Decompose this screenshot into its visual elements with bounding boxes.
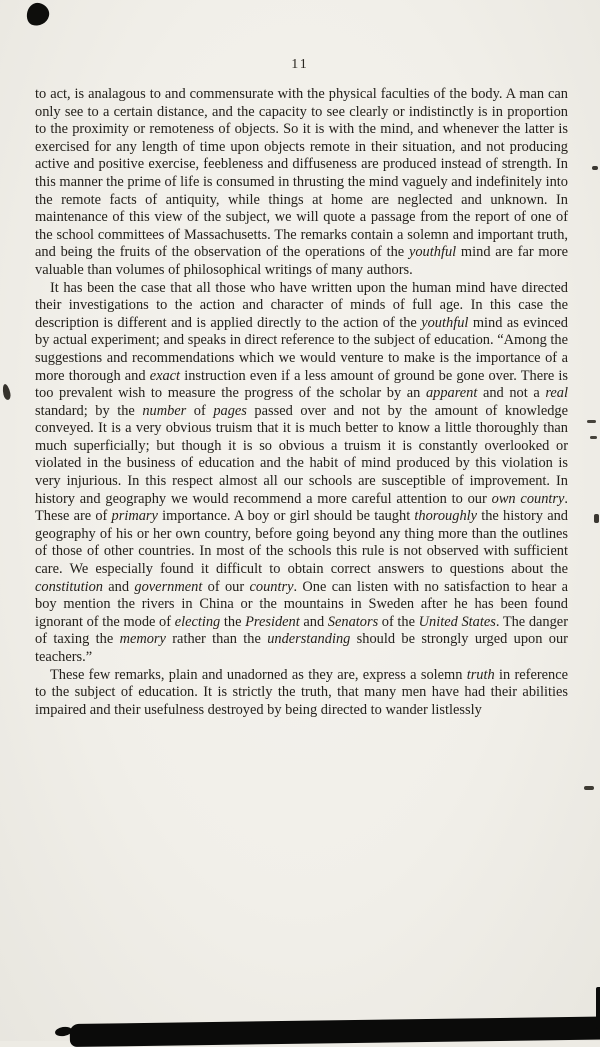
text-run: of the	[378, 614, 418, 630]
text-run: of our	[202, 579, 249, 595]
italic-text-run: youthful	[421, 315, 468, 331]
scan-artifact-bottom-binding-bar	[70, 1017, 600, 1047]
text-run: passed over and not by the amount of knowledge conveyed. It is a very obvious truism that it is much better to know a little thoroughly than much superficially; but though it is so obvious a truism it is constantly overlooked or violated in the business of education and the habit of mind produced by this violation is very injurious. In this respect almost all our schools are susceptible of improvement. In history and geography we would recommend a more careful attention to our	[35, 403, 568, 507]
paragraph-quotation	[35, 280, 568, 667]
italic-text-run: apparent	[426, 385, 477, 401]
text-run: of	[186, 403, 213, 419]
scan-artifact-right-edge-mark-2	[587, 420, 596, 423]
italic-text-run: United States	[419, 614, 496, 630]
text-run: mind as evinced by actual experiment; and speaks in direct reference to the subject of education. “Among the suggestions and recommendations which we would venture to make is the importance of a more thorough and	[35, 315, 568, 384]
italic-text-run: country	[250, 579, 294, 595]
text-run: These few remarks, plain and unadorned as they are, express a solemn	[50, 667, 467, 683]
scan-artifact-right-edge-mark-1	[592, 166, 598, 170]
text-run: the	[220, 614, 245, 630]
italic-text-run: youthful	[409, 244, 456, 260]
scan-artifact-bottom-right-edge	[596, 987, 600, 1029]
text-run: . The danger of taxing the	[35, 614, 568, 648]
scan-artifact-left-margin-mark	[1, 383, 11, 400]
text-run: mind are far more valuable than volumes of philosophical writings of many authors.	[35, 244, 568, 278]
italic-text-run: number	[142, 403, 186, 419]
text-run: and not a	[477, 385, 545, 401]
italic-text-run: truth	[467, 667, 495, 683]
italic-text-run: President	[245, 614, 300, 630]
italic-text-run: real	[545, 385, 568, 401]
italic-text-run: exact	[150, 368, 180, 384]
text-run: rather than the	[166, 631, 267, 647]
scan-artifact-right-edge-mark-4	[594, 514, 599, 523]
page-text	[35, 86, 568, 719]
text-run: in reference to the subject of education. It is strictly the truth, that many men have had their abilities impaired and their usefulness destroyed by being directed to wander listlessly	[35, 667, 568, 718]
text-run: and	[300, 614, 328, 630]
paragraph-continuation	[35, 86, 568, 280]
italic-text-run: understanding	[267, 631, 350, 647]
text-run: and	[103, 579, 134, 595]
text-run: standard; by the	[35, 403, 142, 419]
italic-text-run: constitution	[35, 579, 103, 595]
text-run: importance. A boy or girl should be taught	[158, 508, 414, 524]
text-run: It has been the case that all those who have written upon the human mind have directed their investigations to the action and character of minds of full age. In this case the description is different and is applied directly to the action of the	[35, 280, 568, 331]
scan-artifact-right-edge-mark-3	[590, 436, 597, 439]
italic-text-run: thoroughly	[414, 508, 477, 524]
text-run: should be strongly urged upon our teachers.”	[35, 631, 568, 665]
text-run: the history and geography of his or her own country, before going beyond any thing more than the outlines of those of other countries. In most of the schools this rule is not observed with sufficient care. We especially found it difficult to obtain correct answers to questions about the	[35, 508, 568, 577]
italic-text-run: pages	[213, 403, 247, 419]
scan-artifact-right-edge-mark-5	[584, 786, 594, 790]
paragraph-closing	[35, 667, 568, 720]
text-run: . These are of	[35, 491, 568, 525]
italic-text-run: primary	[112, 508, 158, 524]
italic-text-run: memory	[120, 631, 166, 647]
italic-text-run: own country	[492, 491, 565, 507]
text-run: to act, is analagous to and commensurate with the physical faculties of the body. A man can only see to a certain distance, and the capacity to see clearly or indistinctly is in proportion to the proximity or remoteness of objects. So it is with the mind, and whenever the latter is exercised for any length of time upon objects remote in their situation, and not producing active and positive exercise, feebleness and diffuseness are produced instead of strength. In this manner the prime of life is consumed in thrusting the mind vaguely and indefinitely into the remote facts of antiquity, while things at home are neglected and unknown. In maintenance of this view of the subject, we will quote a passage from the report of one of the school committees of Massachusetts. The remarks contain a solemn and important truth, and being the fruits of the observation of the operations of the	[35, 86, 568, 260]
text-run: . One can listen with no satisfaction to hear a boy mention the rivers in China or the mountains in Sweden after he has been found ignorant of the mode of	[35, 579, 568, 630]
text-run: instruction even if a less amount of ground be gone over. There is too prevalent wish to measure the progress of the scholar by an	[35, 368, 568, 402]
page-number: 11	[0, 0, 600, 73]
italic-text-run: government	[134, 579, 202, 595]
italic-text-run: electing	[175, 614, 221, 630]
italic-text-run: Senators	[328, 614, 378, 630]
